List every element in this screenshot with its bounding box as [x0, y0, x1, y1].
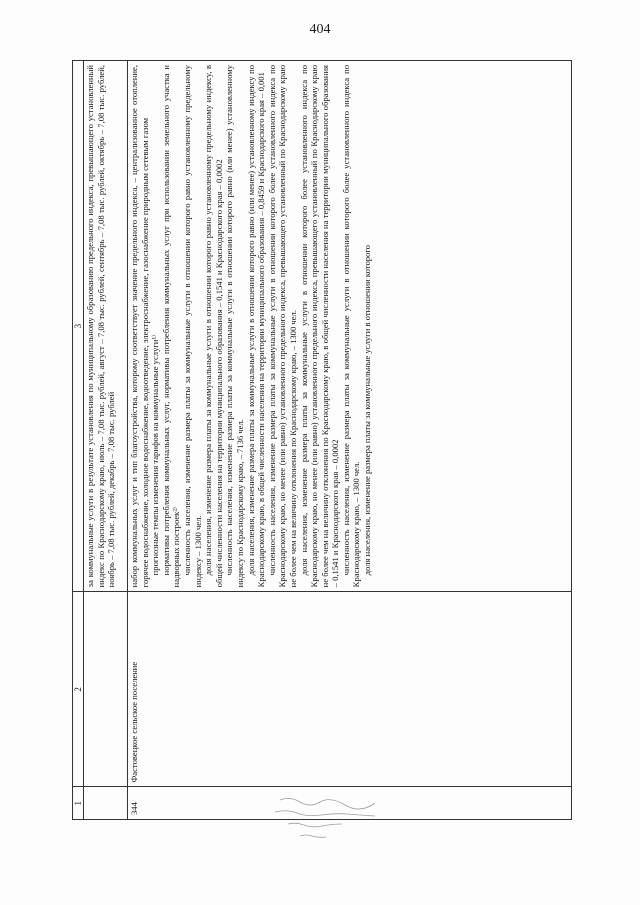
cell-number-empty — [84, 787, 128, 820]
data-table — [72, 60, 572, 820]
paragraph: доля населения, изменение размера платы за коммунальные услуги в отношении которого равно установленному предельному индексу, в общей численности населения на территории муниципального образования – 0,1541 и Краснодарского края – 0,0002 — [203, 65, 224, 588]
paragraph: численность населения, изменение размера платы за коммунальные услуги в отношении которого более установленного индекса по Краснодарскому краю, но менее (или равно) установленного предельного индекса, превышающего установленный по Краснодарскому краю не более чем на величину отклонения по Краснодарскому краю, – 1300 чел. — [266, 65, 298, 588]
paragraph: доля населения, изменение размера платы за коммунальные услуги в отношении которого равно (или менее) установленному индексу по Краснодарскому краю, в общей численности населения на территории муниципального образования – 0,8459 и Краснодарского края – 0,001 — [245, 65, 267, 588]
cell-text-continuation — [84, 61, 128, 592]
cell-name-empty — [84, 592, 128, 787]
row-number: 344 — [128, 787, 572, 820]
header-col-3: 3 — [73, 61, 84, 592]
row-description — [128, 61, 572, 592]
rotated-table-wrapper — [72, 60, 572, 820]
table-header-row — [73, 61, 84, 820]
paragraph: прогнозные темпы изменения тарифов на коммунальные услуги¹⁾ — [150, 334, 161, 576]
continuation-text: за коммунальные услуги в результате установления по муниципальному образованию предельного индекса, превышающего установленный индекс по Краснодарскому краю, июль – 7,08 тыс. рублей, август – 7,08 тыс. рублей, сентябрь – 7,08 тыс. рублей, октябрь – 7,08 тыс. рублей, ноябрь – 7,08 тыс. рублей, декабрь – 7,08 тыс. рублей — [85, 65, 117, 588]
settlement-name: Фастовецкое сельское поселение — [128, 592, 572, 787]
paragraph: численность населения, изменение размера платы за коммунальные услуги в отношении которого равно установленному предельному индексу – 1300 чел. — [181, 65, 203, 588]
paragraph: численность населения, изменение размера платы за коммунальные услуги в отношении которого равно (или менее) установленному индексу по Краснодарскому краю, – 7136 чел. — [224, 65, 245, 588]
scan-noise-marks — [270, 790, 390, 845]
paragraph: численность населения, изменение размера платы за коммунальные услуги в отношении которого более установленного индекса по Краснодарскому краю, – 1300 чел. — [340, 65, 362, 588]
paragraph: доля населения, изменение размера платы за коммунальные услуги в отношении которого более установленного индекса по Краснодарскому краю, но менее (или равно) установленного предельного индекса, превышающего установленный по Краснодарскому краю не более чем на величину отклонения по Краснодарскому краю, в общей численности населения на территории муниципального образования – 0,1541 и Краснодарского края – 0,0002 — [298, 65, 341, 588]
table-row — [128, 61, 572, 820]
table-row-continuation — [84, 61, 128, 820]
header-col-2: 2 — [73, 592, 84, 787]
paragraph: набор коммунальных услуг и тип благоустройства, которому соответствует значение предельного индекса, – централизованное отопление, горячее водоснабжение, холодное водоснабжение, водоотведение, электроснабжение, газоснабжение природным сетевым газом — [129, 65, 150, 588]
paragraph: доля населения, изменение размера платы за коммунальные услуги в отношении которого — [362, 245, 373, 576]
paragraph: нормативы потребления коммунальных услуг, нормативы потребления коммунальных услуг при использовании земельного участка и надворных построек²⁾ — [160, 65, 182, 588]
header-col-1: 1 — [73, 787, 84, 820]
page-number: 404 — [309, 22, 331, 37]
